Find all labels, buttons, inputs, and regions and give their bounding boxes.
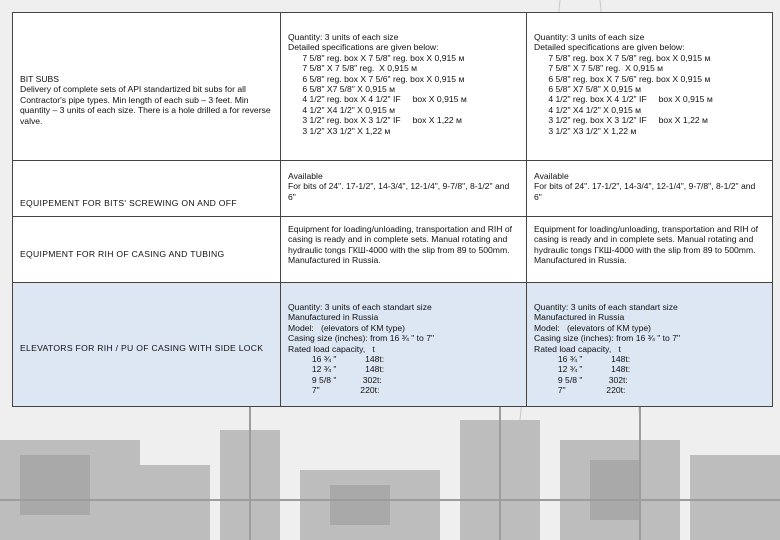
spec-cell-column-2: [281, 283, 527, 406]
spec-line: 7 5/8" X 7 5/8" reg. X 0,915 м: [288, 63, 418, 74]
spec-text: Available For bits of 24". 17-1/2", 14-3/4", 12-1/4", 9-7/8", 8-1/2" and 6": [288, 171, 510, 202]
spec-line: Manufactured in Russia: [288, 312, 379, 323]
table-row-casing-tubing-equipment: [13, 217, 772, 283]
spec-cell-column-3: [527, 283, 772, 406]
spec-line: 4 1/2" X4 1/2" X 0,915 м: [288, 104, 396, 115]
spec-line: 3 1/2" X3 1/2" X 1,22 м: [534, 125, 637, 136]
spec-line: 7 5/8" reg. box X 7 5/8" reg. box X 0,915 м: [534, 52, 711, 63]
row-label-cell: [13, 217, 281, 282]
spec-line: 4 1/2" reg. box X 4 1/2" IF box X 0,915 м: [534, 94, 713, 105]
spec-line: Quantity: 3 units of each standart size: [534, 302, 678, 312]
row-label: BIT SUBS Delivery of complete sets of API standartized bit subs for all Contractor's pipe types. Min length of each sub – 3 feet. Min quantity – 3 units of each size. There is a hole drilled a for reverse valve.: [20, 73, 271, 126]
row-label-cell: [13, 161, 281, 216]
spec-line: 6 5/8" X7 5/8" X 0,915 м: [288, 84, 396, 95]
spec-line: Rated load capacity, t: [288, 343, 375, 354]
spec-text: Available For bits of 24". 17-1/2", 14-3/4", 12-1/4", 9-7/8", 8-1/2" and 6": [534, 171, 756, 202]
spec-line: 3 1/2" X3 1/2" X 1,22 м: [288, 125, 391, 136]
spec-line: 6 5/8" reg. box X 7 5/6" reg. box X 0,915 м: [534, 73, 711, 84]
spec-line: 7" 220t:: [534, 385, 626, 396]
spec-text: Equipment for loading/unloading, transportation and RIH of casing is ready and in complete sets. Manual rotating and hydraulic tongs ГКШ-4000 with the slip from 89 to 500mm. Manufactured in Russia.: [288, 224, 513, 266]
table-row-bit-screwing-equipment: [13, 161, 772, 217]
row-label-cell: [13, 283, 281, 406]
row-label: EQUIPMENT FOR RIH OF CASING AND TUBING: [20, 249, 225, 259]
spec-cell-column-3: [527, 217, 772, 282]
spec-line: 7" 220t:: [288, 385, 380, 396]
spec-line: Manufactured in Russia: [534, 312, 625, 323]
spec-line: Casing size (inches): from 16 ¾ " to 7": [288, 333, 435, 344]
spec-line: 4 1/2" reg. box X 4 1/2" IF box X 0,915 м: [288, 94, 467, 105]
spec-line: Detailed specifications are given below:: [288, 42, 439, 53]
spec-line: 6 5/8" X7 5/8" X 0,915 м: [534, 84, 642, 95]
spec-line: 4 1/2" X4 1/2" X 0,915 м: [534, 104, 642, 115]
spec-line: Detailed specifications are given below:: [534, 42, 685, 53]
spec-line: Rated load capacity, t: [534, 343, 621, 354]
spec-line: Model: (elevators of KM type): [288, 322, 406, 333]
spec-line: Quantity: 3 units of each standart size: [288, 302, 432, 312]
spec-line: 16 ¾ " 148t:: [534, 354, 631, 365]
spec-cell-column-2: [281, 161, 527, 216]
spec-line: 3 1/2" reg. box X 3 1/2" IF box X 1,22 м: [288, 115, 462, 126]
spec-line: 12 ¾ " 148t:: [534, 364, 631, 375]
row-label-cell: [13, 13, 281, 160]
spec-line: 7 5/8" reg. box X 7 5/8" reg. box X 0,915 м: [288, 52, 465, 63]
row-label: EQUIPEMENT FOR BITS' SCREWING ON AND OFF: [20, 197, 237, 208]
spec-line: 9 5/8 " 302t:: [288, 374, 382, 385]
table-row-bit-subs: [13, 13, 772, 161]
spec-line: 6 5/8" reg. box X 7 5/6" reg. box X 0,915 м: [288, 73, 465, 84]
spec-cell-column-3: [527, 13, 772, 160]
spec-cell-column-2: [281, 217, 527, 282]
spec-line: Model: (elevators of KM type): [534, 322, 652, 333]
spec-line: Casing size (inches): from 16 ¾ " to 7": [534, 333, 681, 344]
equipment-specs-table: [12, 12, 773, 407]
spec-cell-column-2: [281, 13, 527, 160]
table-row-elevators: [13, 283, 772, 406]
spec-line: 16 ¾ " 148t:: [288, 354, 385, 365]
spec-line: 7 5/8" X 7 5/8" reg. X 0,915 м: [534, 63, 664, 74]
spec-line: Quantity: 3 units of each size: [288, 32, 399, 42]
spec-line: Quantity: 3 units of each size: [534, 32, 645, 42]
spec-text: Equipment for loading/unloading, transportation and RIH of casing is ready and in complete sets. Manual rotating and hydraulic tongs ГКШ-4000 with the slip from 89 to 500mm. Manufactured in Russia.: [534, 224, 759, 266]
spec-cell-column-3: [527, 161, 772, 216]
spec-line: 12 ¾ " 148t:: [288, 364, 385, 375]
spec-line: 3 1/2" reg. box X 3 1/2" IF box X 1,22 м: [534, 115, 708, 126]
spec-line: 9 5/8 " 302t:: [534, 374, 628, 385]
row-label: ELEVATORS FOR RIH / PU OF CASING WITH SIDE LOCK: [20, 343, 264, 353]
